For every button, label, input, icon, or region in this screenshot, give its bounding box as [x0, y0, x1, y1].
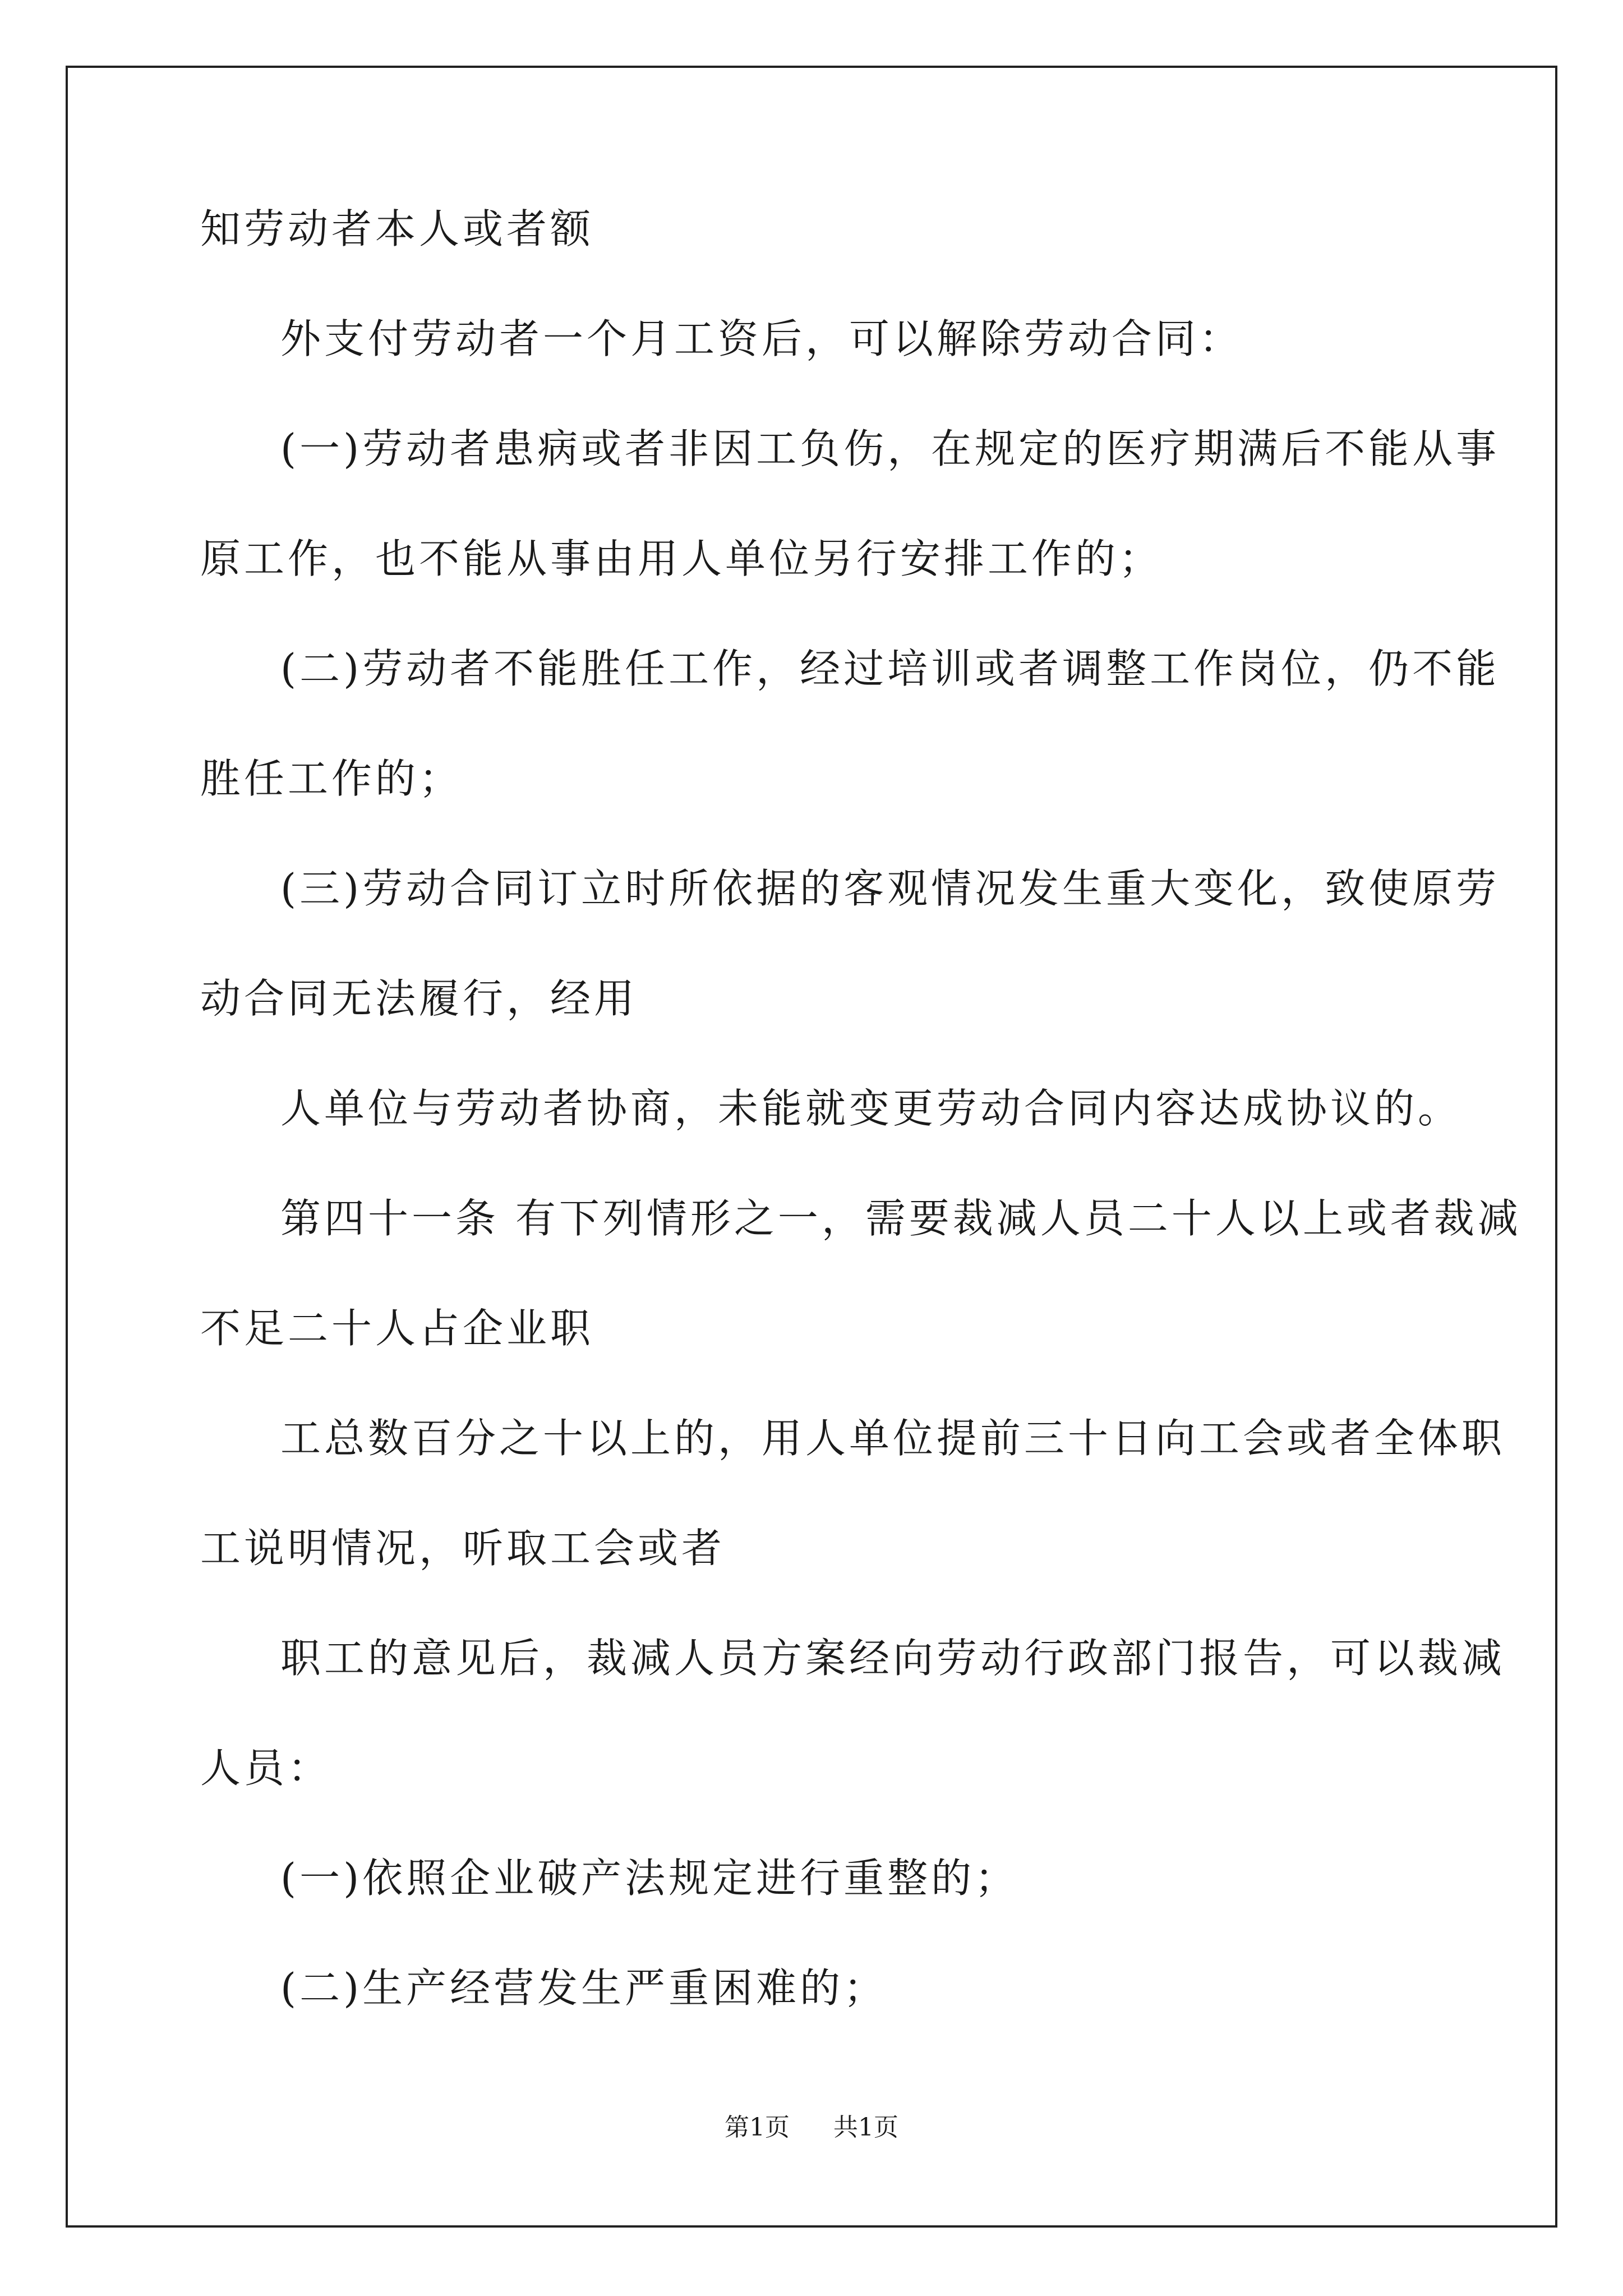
text-line: 胜任工作的；: [200, 755, 463, 802]
text-line: 人员：: [200, 1745, 332, 1792]
text-line: 人单位与劳动者协商，未能就变更劳动合同内容达成协议的。: [280, 1085, 1462, 1132]
document-body: [200, 202, 1521, 2071]
text-line: 第四十一条 有下列情形之一，需要裁减人员二十人以上或者裁减: [280, 1195, 1521, 1242]
text-line: (二)生产经营发生严重困难的；: [280, 1964, 888, 2012]
text-line: (二)劳动者不能胜任工作，经过培训或者调整工作岗位，仍不能: [280, 645, 1500, 692]
text-line: 外支付劳动者一个月工资后，可以解除劳动合同：: [280, 315, 1243, 362]
page-total: 共1页: [833, 2113, 898, 2142]
text-line: 动合同无法履行，经用: [200, 975, 638, 1022]
text-line: (三)劳动合同订立时所依据的客观情况发生重大变化，致使原劳: [280, 865, 1500, 912]
text-line: (一)依照企业破产法规定进行重整的；: [280, 1855, 1019, 1902]
text-line: (一)劳动者患病或者非因工负伤，在规定的医疗期满后不能从事: [280, 425, 1500, 472]
text-line: 不足二十人占企业职: [200, 1305, 594, 1352]
text-line: 工说明情况，听取工会或者: [200, 1525, 726, 1572]
text-line: 职工的意见后，裁减人员方案经向劳动行政部门报告，可以裁减: [280, 1635, 1506, 1682]
page-number: 第1页: [725, 2113, 790, 2142]
text-line: 知劳动者本人或者额: [200, 205, 594, 252]
page-footer: [0, 2112, 1623, 2143]
text-line: 工总数百分之十以上的，用人单位提前三十日向工会或者全体职: [280, 1415, 1506, 1462]
text-line: 原工作，也不能从事由用人单位另行安排工作的；: [200, 535, 1163, 582]
